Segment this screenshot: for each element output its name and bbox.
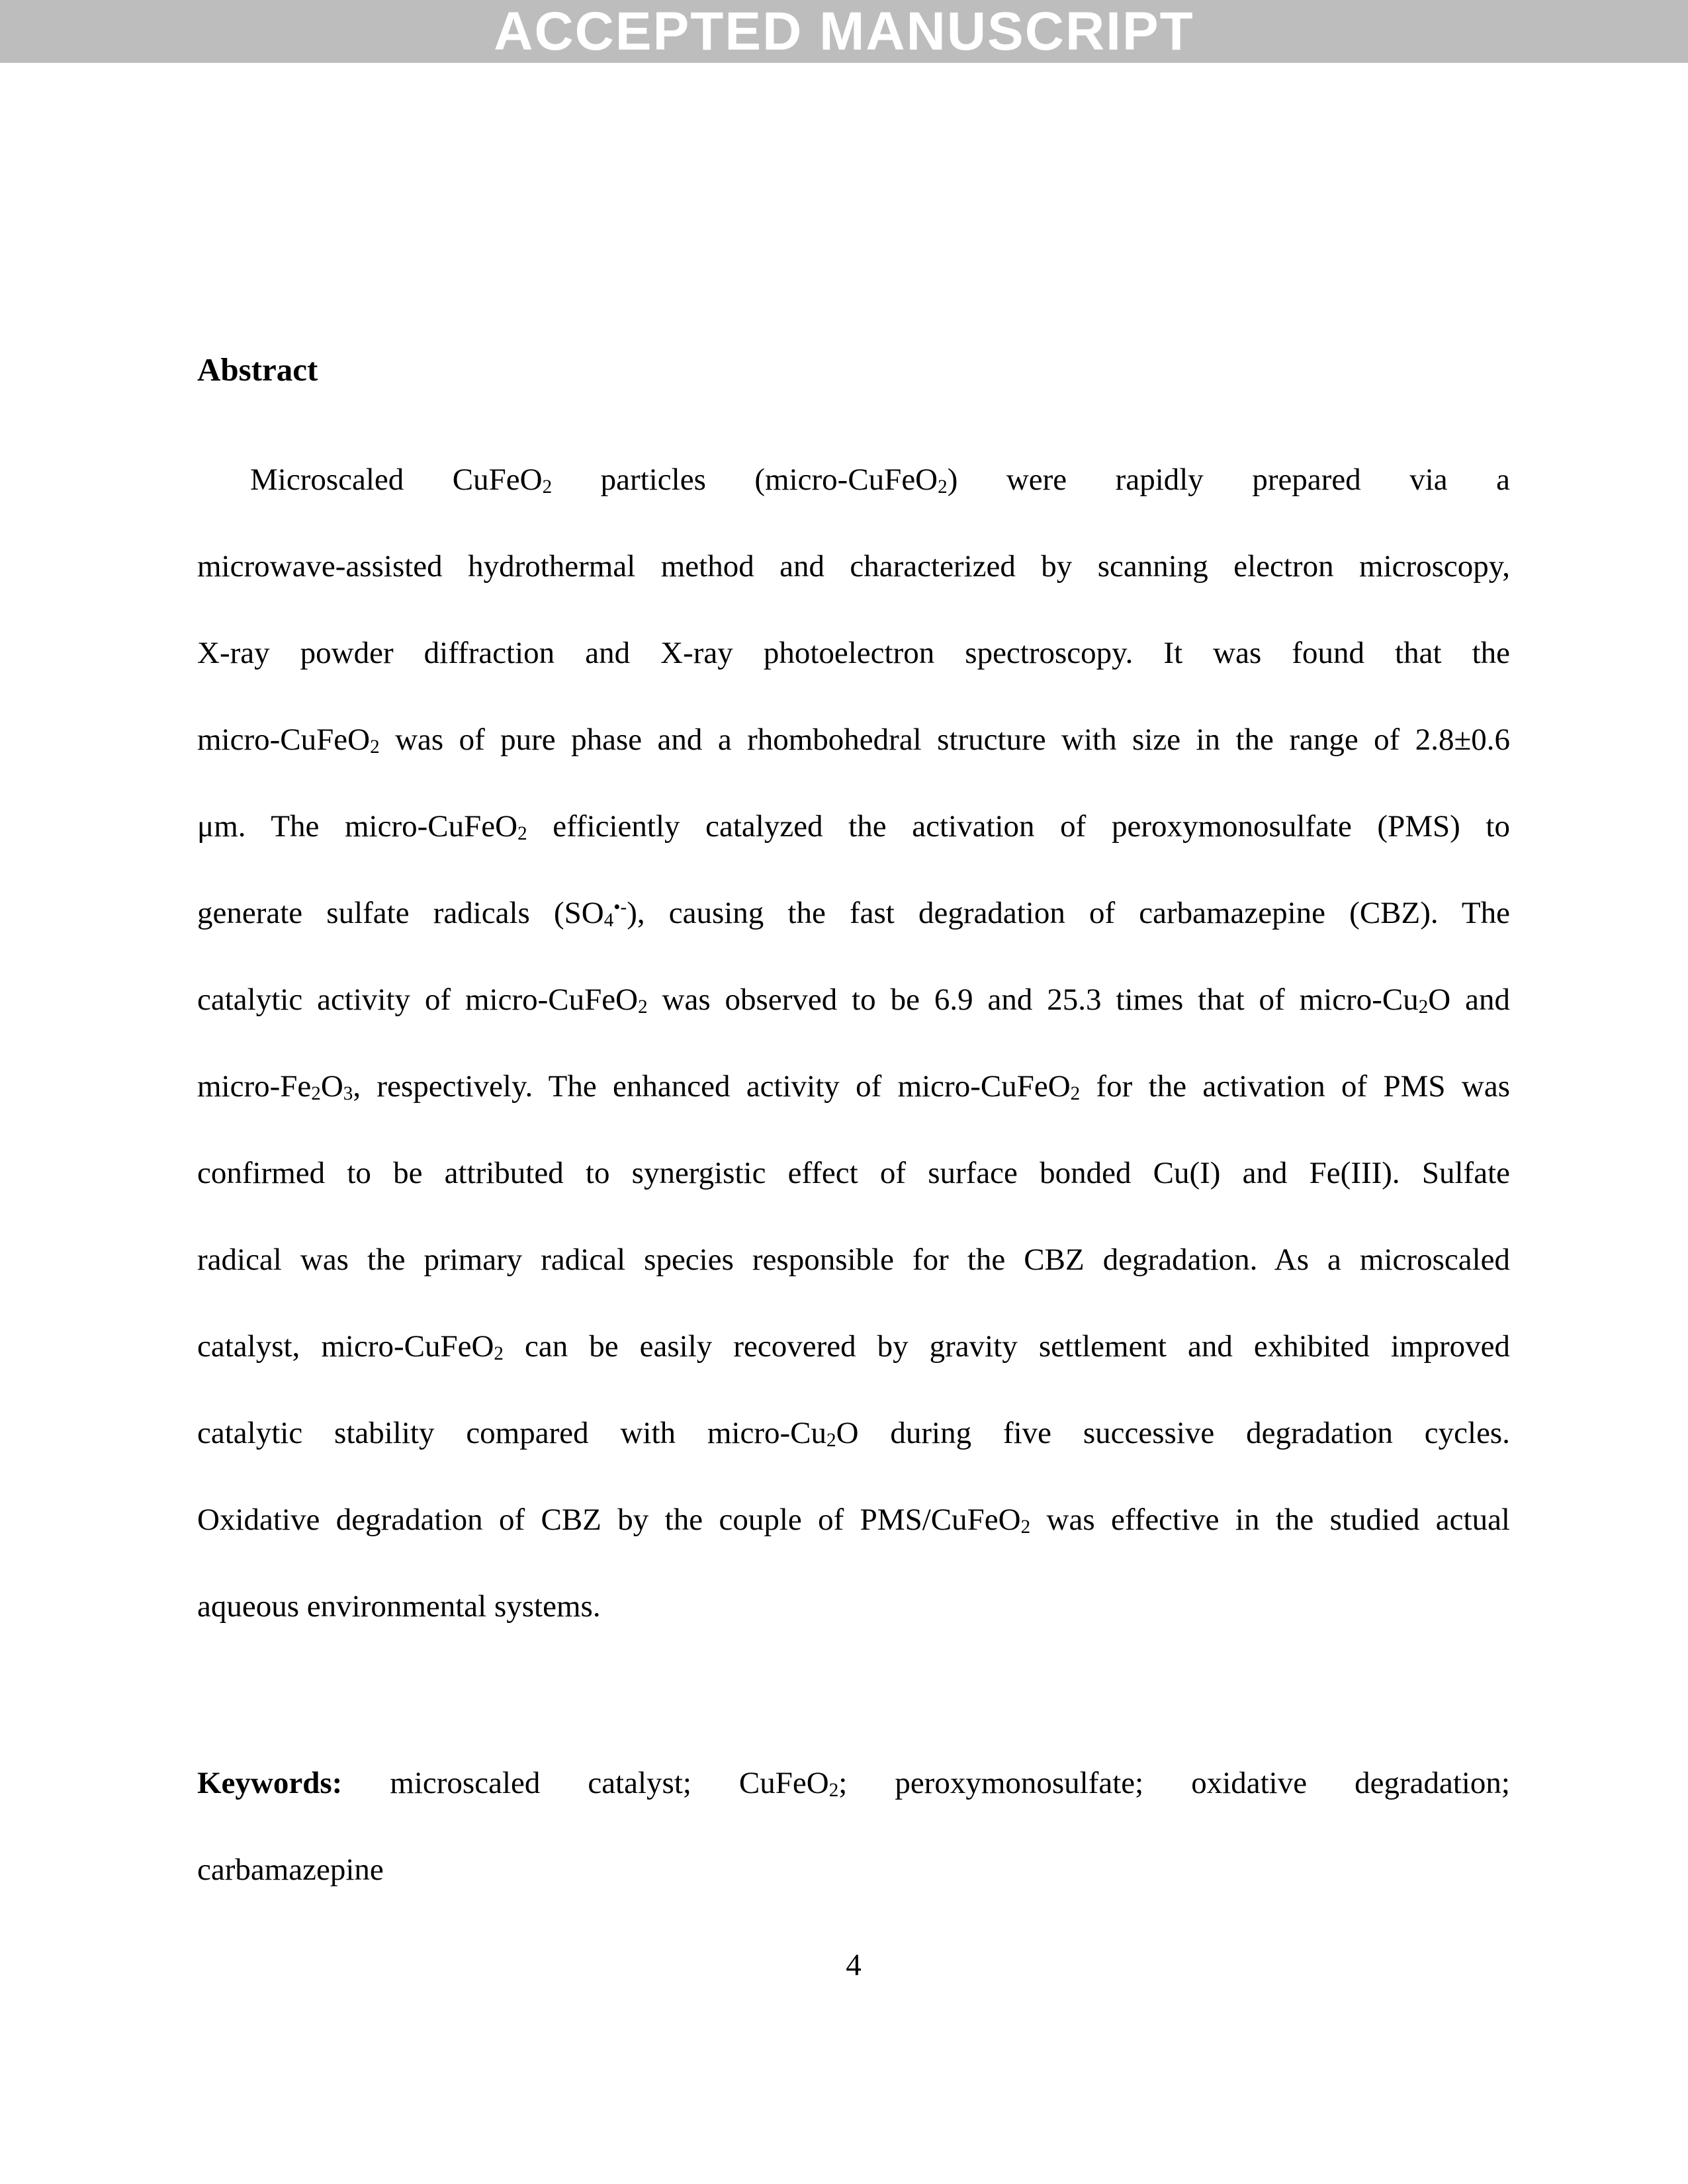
abstract-line: catalytic activity of micro-CuFeO$_2$ was observed to be 6.9 and 25.3 times that of micro-$Cu_2O$ and bbox=[197, 983, 1510, 1018]
keywords-line-1 bbox=[197, 1740, 1510, 1827]
accepted-manuscript-banner-text: ACCEPTED MANUSCRIPT bbox=[494, 1, 1194, 62]
abstract-line: catalyst, micro-CuFeO$_2$ can be easily recovered by gravity settlement and exhibited improved bbox=[197, 1329, 1510, 1365]
abstract-line: generate sulfate radicals $(SO_4^{•-})$, causing the fast degradation of carbamazepine (CBZ). The bbox=[197, 896, 1510, 932]
abstract-line: radical was the primary radical species responsible for the CBZ degradation. As a microscaled bbox=[197, 1243, 1510, 1277]
abstract-line: micro-CuFeO$_2$ was of pure phase and a rhombohedral structure with size in the range of 2.8±0.6 bbox=[197, 722, 1510, 758]
keywords-list: microscaled catalyst; CuFeO$_2$; peroxymonosulfate; oxidative degradation; bbox=[390, 1766, 1510, 1802]
abstract-line: catalytic stability compared with micro-$Cu_2O$ during five successive degradation cycles. bbox=[197, 1416, 1510, 1452]
abstract-line: microwave-assisted hydrothermal method and characterized by scanning electron microscopy, bbox=[197, 549, 1510, 584]
abstract-line: μm. The micro-CuFeO$_2$ efficiently catalyzed the activation of peroxymonosulfate (PMS) to bbox=[197, 809, 1510, 845]
keywords-line-2: carbamazepine bbox=[197, 1853, 384, 1887]
keywords-section bbox=[197, 1740, 1510, 1913]
abstract-line: confirmed to be attributed to synergistic effect of surface bonded Cu(I) and Fe(III). Sulfate bbox=[197, 1156, 1510, 1190]
abstract-line: Oxidative degradation of CBZ by the couple of PMS/CuFeO$_2$ was effective in the studied actual bbox=[197, 1503, 1510, 1538]
manuscript-page-content bbox=[0, 63, 1688, 2009]
abstract-line: X-ray powder diffraction and X-ray photoelectron spectroscopy. It was found that the bbox=[197, 636, 1510, 670]
accepted-manuscript-banner bbox=[0, 0, 1688, 63]
abstract-line: Microscaled CuFeO$_2$ particles (micro-CuFeO$_2$) were rapidly prepared via a bbox=[250, 462, 1511, 498]
abstract-heading: Abstract bbox=[197, 351, 318, 388]
abstract-line: micro-$Fe_2O_3$, respectively. The enhanced activity of micro-CuFeO$_2$ for the activation of PMS was bbox=[197, 1069, 1510, 1105]
page-number: 4 bbox=[846, 1948, 862, 1982]
abstract-paragraph bbox=[197, 437, 1510, 1650]
keywords-label: Keywords: bbox=[197, 1766, 343, 1800]
abstract-line: aqueous environmental systems. bbox=[197, 1589, 601, 1624]
